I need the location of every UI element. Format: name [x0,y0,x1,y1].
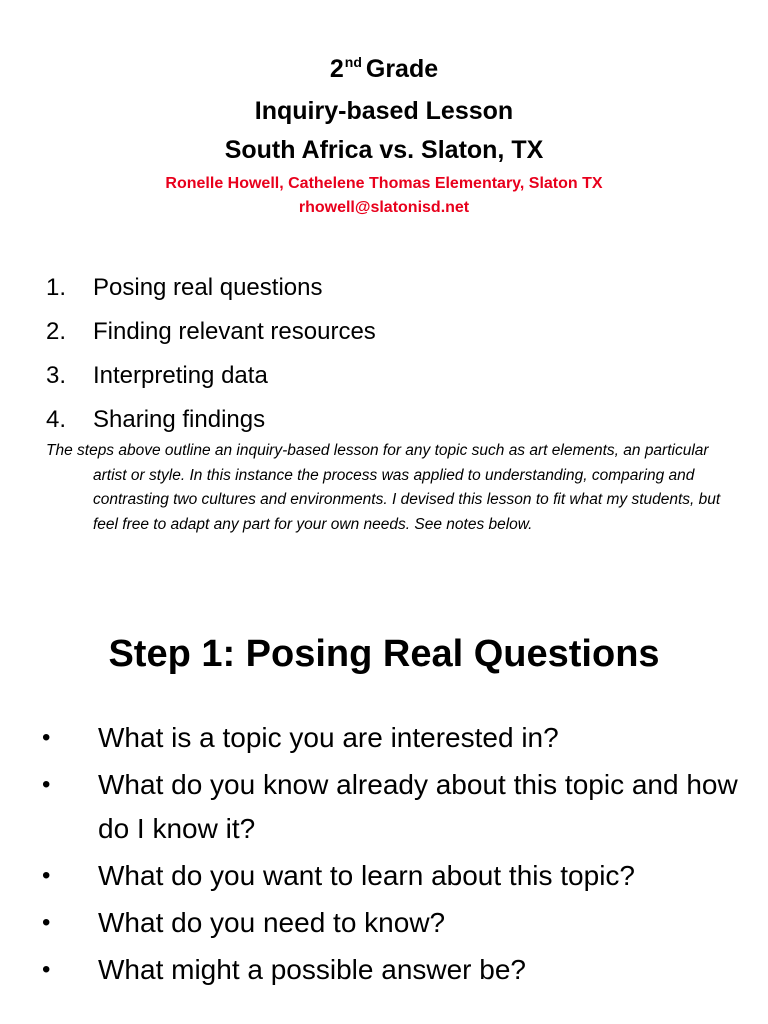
title-block [0,50,768,220]
inquiry-step [46,310,376,354]
step-number: 1. [46,274,67,301]
question-item [40,716,740,760]
bullet-icon: • [42,956,51,983]
question-text: What do you want to learn about this topic? [98,860,635,891]
bullet-icon: • [42,771,51,798]
question-item [40,854,740,898]
step-text: Finding relevant resources [93,318,376,345]
inquiry-step [46,266,376,310]
bullet-icon: • [42,862,51,889]
step-number: 3. [46,362,67,389]
step-number: 2. [46,318,67,345]
inquiry-step [46,398,376,442]
step-text: Sharing findings [93,406,266,433]
step-text: Interpreting data [93,362,268,389]
grade-word: Grade [365,55,439,83]
grade-title [0,50,768,92]
step-number: 4. [46,406,67,433]
question-text: What is a topic you are interested in? [98,722,559,753]
bullet-icon: • [42,909,51,936]
author-email[interactable]: rhowell@slatonisd.net [298,199,470,216]
question-item [40,948,740,992]
lesson-subtitle: Inquiry-based Lesson [254,97,514,125]
lesson-topic: South Africa vs. Slaton, TX [224,136,544,164]
grade-suffix: nd [344,54,362,70]
inquiry-step [46,354,376,398]
author-line: Ronelle Howell, Cathelene Thomas Elementary, Slaton TX [165,175,603,192]
step1-heading: Step 1: Posing Real Questions [108,633,660,675]
lesson-note: The steps above outline an inquiry-based lesson for any topic such as art elements, an particular artist or style. In this instance the process was applied to understanding, comparing and contrasting two cultures and environments. I devised this lesson to fit what my students, but feel free to adapt any part for your own needs. See notes below. [46,442,721,533]
question-item [40,763,740,851]
question-item [40,901,740,945]
grade-number: 2 [329,55,344,83]
step-text: Posing real questions [93,274,323,301]
bullet-icon: • [42,724,51,751]
step1-questions-list [40,716,740,995]
question-text: What do you need to know? [98,907,446,938]
question-text: What do you know already about this topic and how do I know it? [98,769,738,844]
inquiry-steps-list [46,266,376,442]
question-text: What might a possible answer be? [98,954,526,985]
